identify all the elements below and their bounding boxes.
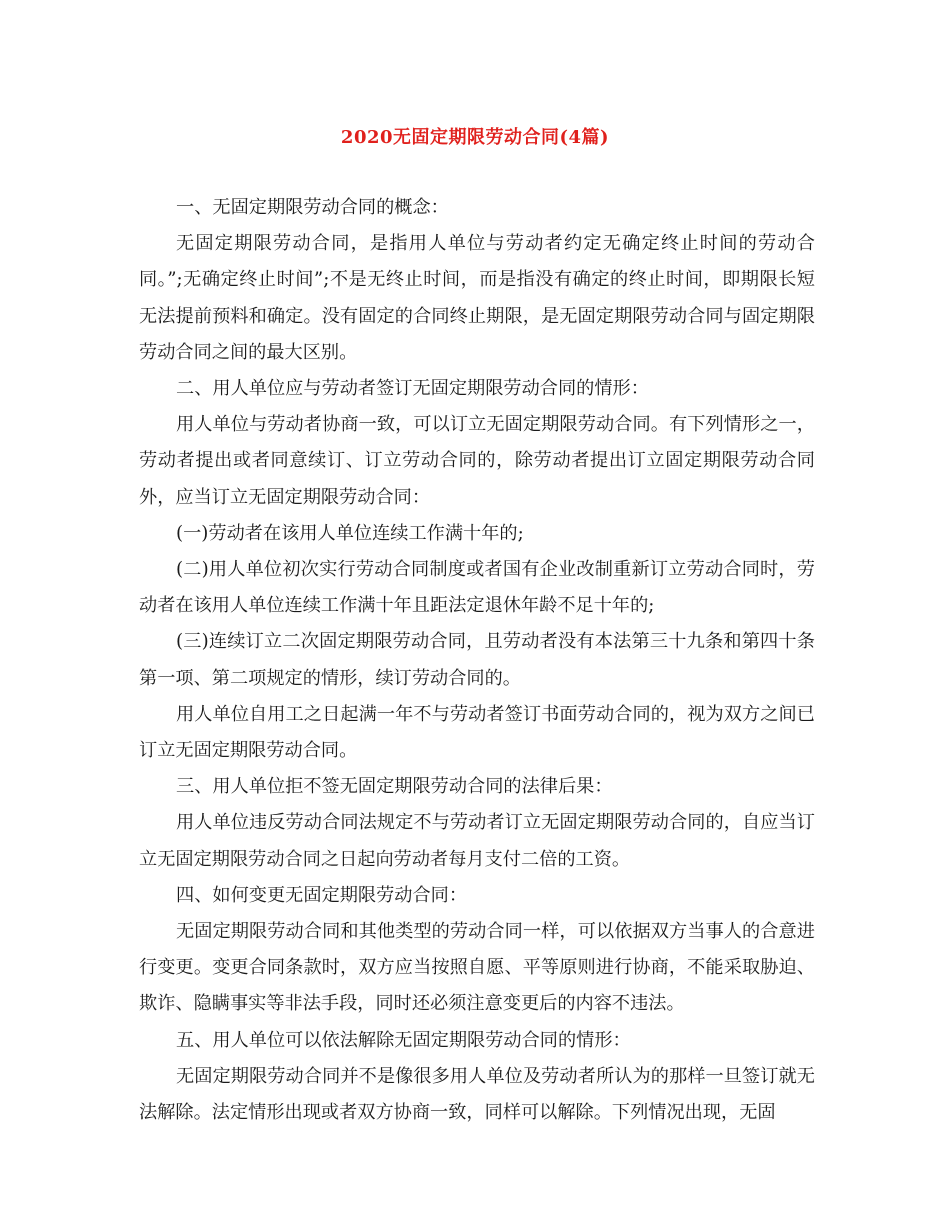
- section-heading-concept: 一、无固定期限劳动合同的概念：: [176, 197, 449, 218]
- paragraph-deemed-contract: 用人单位自用工之日起满一年不与劳动者签订书面劳动合同的，视为双方之间已订立无固定期限劳动合同。: [139, 703, 815, 762]
- paragraph-concept-definition: 无固定期限劳动合同，是指用人单位与劳动者约定无确定终止时间的劳动合同。”;无确定终止时间”;不是无终止时间，而是指没有确定的终止时间，即期限长短无法提前预料和确定。没有固定的合同终止期限，是无固定期限劳动合同与固定期限劳动合同之间的最大区别。: [139, 233, 815, 363]
- paragraph-consequences: 用人单位违反劳动合同法规定不与劳动者订立无固定期限劳动合同的，自应当订立无固定期限劳动合同之日起向劳动者每月支付二倍的工资。: [139, 812, 815, 870]
- section-heading-termination: 五、用人单位可以依法解除无固定期限劳动合同的情形：: [176, 1029, 631, 1051]
- list-item-situation-1: (一)劳动者在该用人单位连续工作满十年的;: [176, 522, 524, 544]
- paragraph-situations-intro: 用人单位与劳动者协商一致，可以订立无固定期限劳动合同。有下列情形之一，劳动者提出或者同意续订、订立劳动合同的，除劳动者提出订立固定期限劳动合同外，应当订立无固定期限劳动合同：: [139, 414, 815, 508]
- paragraph-termination: 无固定期限劳动合同并不是像很多用人单位及劳动者所认为的那样一旦签订就无法解除。法定情形出现或者双方协商一致，同样可以解除。下列情况出现，无固: [139, 1065, 815, 1124]
- paragraph-change: 无固定期限劳动合同和其他类型的劳动合同一样，可以依据双方当事人的合意进行变更。变更合同条款时，双方应当按照自愿、平等原则进行协商，不能采取胁迫、欺诈、隐瞒事实等非法手段，同时还必须注意变更后的内容不违法。: [139, 921, 815, 1015]
- list-item-situation-2: (二)用人单位初次实行劳动合同制度或者国有企业改制重新订立劳动合同时，劳动者在该用人单位连续工作满十年且距法定退休年龄不足十年的;: [139, 559, 815, 617]
- document-title: 2020无固定期限劳动合同(4篇): [340, 127, 610, 148]
- list-item-situation-3: (三)连续订立二次固定期限劳动合同，且劳动者没有本法第三十九条和第四十条第一项、第二项规定的情形，续订劳动合同的。: [139, 631, 815, 689]
- document-body: [139, 190, 815, 1131]
- section-heading-consequences: 三、用人单位拒不签无固定期限劳动合同的法律后果：: [176, 776, 613, 798]
- section-heading-situations: 二、用人单位应与劳动者签订无固定期限劳动合同的情形：: [176, 378, 649, 400]
- section-heading-change: 四、如何变更无固定期限劳动合同：: [176, 884, 468, 906]
